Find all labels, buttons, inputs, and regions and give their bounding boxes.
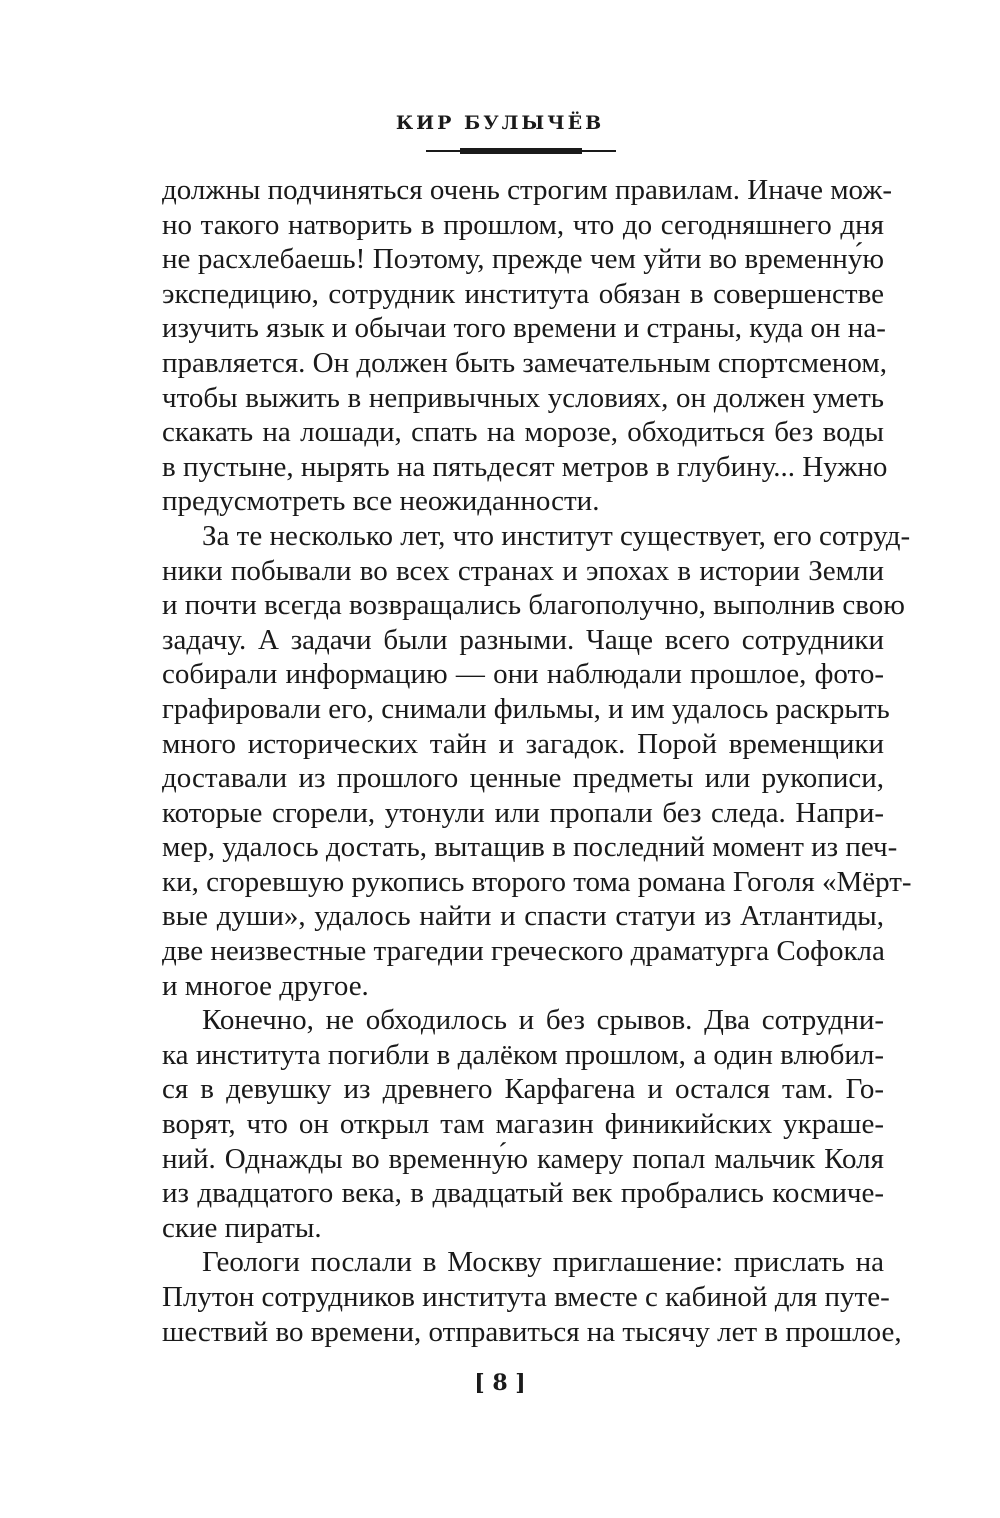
text-line: ки, сгоревшую рукопись второго тома романа Гоголя «Мёрт- xyxy=(162,865,912,898)
text-line: много исторических тайн и загадок. Порой временщики xyxy=(162,727,884,760)
text-line: доставали из прошлого ценные предметы или рукописи, xyxy=(162,762,884,795)
text-line: предусмотреть все неожиданности. xyxy=(162,485,600,518)
text-line: и многое другое. xyxy=(162,969,369,1002)
text-line: Конечно, не обходилось и без срывов. Два сотрудни- xyxy=(202,1004,884,1037)
text-line: ний. Однажды во временну́ю камеру попал мальчик Коля xyxy=(162,1142,884,1175)
text-line: чтобы выжить в непривычных условиях, он должен уметь xyxy=(162,381,884,414)
header-rule xyxy=(426,150,616,152)
page-number: [ 8 ] xyxy=(474,1370,526,1396)
text-line: Плутон сотрудников института вместе с кабиной для путе- xyxy=(162,1281,890,1313)
text-line: Геологи послали в Москву приглашение: прислать на xyxy=(202,1246,884,1279)
text-line: две неизвестные трагедии греческого драматурга Софокла xyxy=(162,935,885,968)
running-head-author: КИР БУЛЫЧЁВ xyxy=(395,112,605,134)
text-line: ка института погибли в далёком прошлом, а один влюбил- xyxy=(162,1038,884,1071)
text-line: вые души», удалось найти и спасти статуи из Атлантиды, xyxy=(162,900,884,933)
text-line: собирали информацию — они наблюдали прошлое, фото- xyxy=(162,658,884,691)
text-line: ники побывали во всех странах и эпохах в истории Земли xyxy=(162,554,884,587)
text-line: которые сгорели, утонули или пропали без следа. Напри- xyxy=(162,796,884,829)
text-line: ворят, что он открыл там магазин финикийских украше- xyxy=(162,1108,884,1141)
text-line: мер, удалось достать, вытащив в последний момент из печ- xyxy=(162,831,898,864)
text-line: изучить язык и обычаи того времени и страны, куда он на- xyxy=(162,312,886,345)
text-line: За те несколько лет, что институт существует, его сотруд- xyxy=(202,519,911,552)
header-rule-thick xyxy=(460,148,582,154)
text-line: но такого натворить в прошлом, что до сегодняшнего дня xyxy=(162,208,884,241)
text-line: ские пираты. xyxy=(162,1211,322,1244)
text-line: задачу. А задачи были разными. Чаще всего сотрудники xyxy=(162,623,884,656)
text-line: экспедицию, сотрудник института обязан в совершенстве xyxy=(162,277,884,310)
text-line: скакать на лошади, спать на морозе, обходиться без воды xyxy=(162,416,884,449)
text-line: графировали его, снимали фильмы, и им удалось раскрыть xyxy=(162,692,890,725)
text-line: из двадцатого века, в двадцатый век пробрались космиче- xyxy=(162,1177,884,1210)
text-line: ся в девушку из древнего Карфагена и остался там. Го- xyxy=(162,1073,884,1106)
body-text xyxy=(162,173,912,1349)
text-line: не расхлебаешь! Поэтому, прежде чем уйти во временну́ю xyxy=(162,243,884,276)
text-line: правляется. Он должен быть замечательным спортсменом, xyxy=(162,346,887,379)
text-line: и почти всегда возвращались благополучно, выполнив свою xyxy=(162,589,905,622)
text-line: шествий во времени, отправиться на тысячу лет в прошлое, xyxy=(162,1315,902,1348)
text-line: в пустыне, нырять на пятьдесят метров в глубину... Нужно xyxy=(162,450,888,483)
text-line: должны подчиняться очень строгим правилам. Иначе мож- xyxy=(162,174,893,206)
